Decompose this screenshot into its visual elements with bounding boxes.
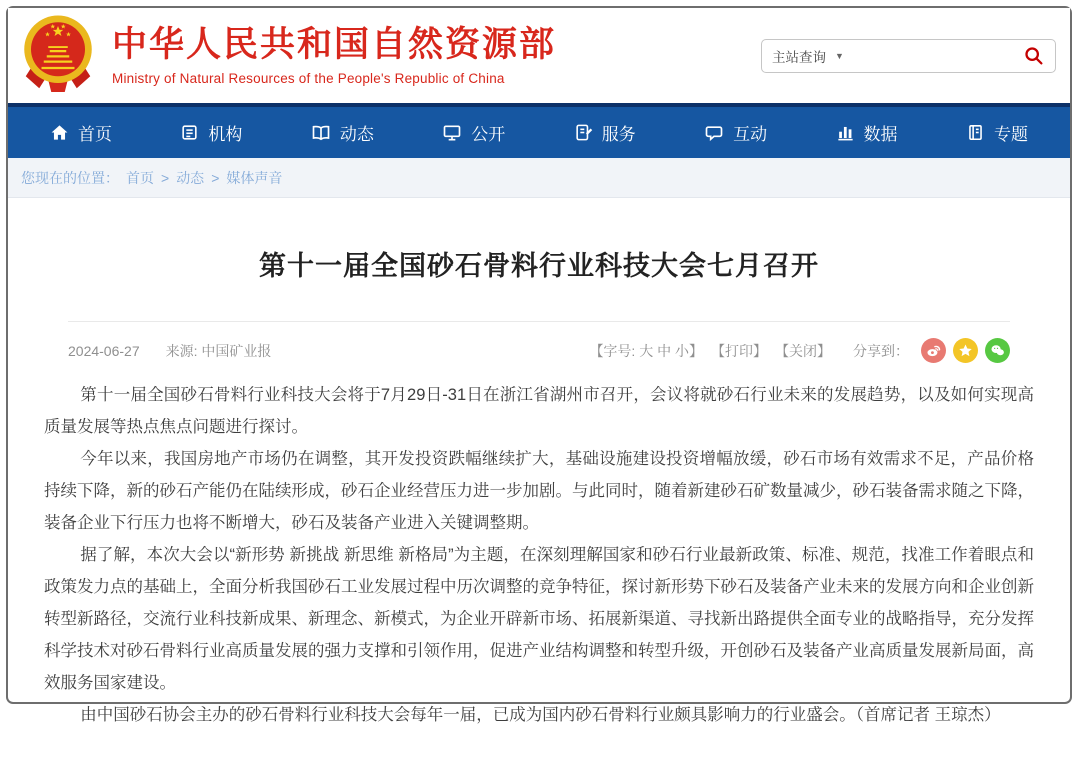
nav-label: 公开: [471, 125, 506, 144]
article-meta-row: [38, 322, 1040, 363]
nav-item-topics[interactable]: [966, 120, 1028, 145]
weibo-icon: [925, 342, 942, 359]
breadcrumb-separator: >: [161, 169, 170, 186]
document-pen-icon: [574, 123, 593, 142]
article: [8, 244, 1070, 757]
bar-chart-icon: [836, 123, 855, 142]
main-nav: [8, 103, 1070, 158]
article-paragraph: 据了解，本次大会以“新形势 新挑战 新思维 新格局”为主题，在深刻理解国家和砂石行业最新政策、标准、规范，找准工作着眼点和政策发力点的基础上，全面分析我国砂石工业发展过程中历次调整的竞争特征，探讨新形势下砂石及装备产业未来的发展方向和企业创新转型新路径，交流行业科技新成果、新理念、新模式，为企业开辟新市场、拓展新渠道、寻找新出路提供全面专业的战略指导，充分发挥科学技术对砂石骨料行业高质量发展的强力支撑和引领作用，促进产业结构调整和转型升级，开创砂石及装备产业高质量发展新局面，高效服务国家建设。: [44, 546, 1034, 692]
article-paragraph: 第十一届全国砂石骨料行业科技大会将于7月29日-31日在浙江省湖州市召开，会议将就砂石行业未来的发展趋势，以及如何实现高质量发展等热点焦点问题进行探讨。: [44, 386, 1034, 436]
nav-item-org[interactable]: [180, 120, 242, 145]
nav-item-home[interactable]: [50, 120, 112, 145]
national-emblem-icon: [20, 14, 96, 98]
breadcrumb-item-media[interactable]: 媒体声音: [226, 169, 283, 186]
nav-item-data[interactable]: [836, 120, 898, 145]
site-subtitle: Ministry of Natural Resources of the People's Republic of China: [112, 70, 505, 86]
article-source: 来源: 中国矿业报: [165, 342, 272, 359]
close-button[interactable]: 【关闭】: [775, 342, 831, 359]
breadcrumb: [8, 158, 1070, 198]
breadcrumb-item-news[interactable]: 动态: [176, 169, 205, 186]
org-list-icon: [180, 123, 199, 142]
share-label: 分享到：: [853, 342, 909, 359]
star-icon: [957, 342, 974, 359]
article-meta-right: [589, 338, 1010, 363]
nav-item-disclosure[interactable]: [442, 120, 505, 145]
nav-label: 数据: [863, 125, 898, 144]
share-wechat-button[interactable]: [985, 338, 1010, 363]
page-frame: [6, 6, 1072, 724]
article-body: [38, 363, 1040, 757]
article-paragraph: 由中国砂石协会主办的砂石骨料行业科技大会每年一届，已成为国内砂石骨料行业颇具影响力的行业盛会。（首席记者 王琼杰）: [80, 706, 1001, 724]
search-button[interactable]: [1023, 45, 1045, 67]
font-size-control[interactable]: 【字号: 大 中 小】: [589, 342, 703, 359]
nav-item-interact[interactable]: [704, 120, 767, 145]
share-weibo-button[interactable]: [921, 338, 946, 363]
nav-label: 机构: [208, 125, 243, 144]
monitor-icon: [442, 123, 462, 143]
page-title: 第十一届全国砂石骨料行业科技大会七月召开: [259, 251, 819, 281]
site-title-block: [112, 25, 556, 85]
share-qzone-button[interactable]: [953, 338, 978, 363]
nav-item-news[interactable]: [311, 120, 374, 145]
nav-label: 互动: [733, 125, 768, 144]
open-book-icon: [311, 123, 331, 143]
home-icon: [50, 123, 69, 142]
breadcrumb-prefix: 您现在的位置：: [21, 169, 119, 186]
article-paragraph: 今年以来，我国房地产市场仍在调整，其开发投资跌幅继续扩大，基础设施建设投资增幅放缓，砂石市场有效需求不足，产品价格持续下降，新的砂石产能仍在陆续形成，砂石企业经营压力进一步加剧。与此同时，随着新建砂石矿数量减少，砂石装备需求随之下降，装备企业下行压力也将不断增大，砂石及装备产业进入关键调整期。: [44, 450, 1034, 532]
print-button[interactable]: 【打印】: [711, 342, 767, 359]
article-meta-left: [68, 341, 271, 361]
breadcrumb-separator: >: [211, 169, 220, 186]
nav-label: 服务: [601, 125, 636, 144]
chevron-down-icon[interactable]: ▼: [835, 50, 844, 61]
nav-label: 专题: [993, 125, 1028, 144]
site-title: 中华人民共和国自然资源部: [112, 25, 557, 65]
chat-bubble-icon: [704, 123, 724, 143]
wechat-icon: [989, 342, 1006, 359]
nav-item-services[interactable]: [574, 120, 636, 145]
search-scope-select[interactable]: 主站查询: [772, 49, 826, 65]
nav-label: 动态: [339, 125, 374, 144]
book-icon: [966, 123, 985, 142]
share-icons: [921, 338, 1010, 363]
site-header: [8, 8, 1070, 103]
breadcrumb-item-home[interactable]: 首页: [126, 169, 154, 186]
nav-label: 首页: [78, 125, 112, 144]
search-box[interactable]: [761, 39, 1056, 73]
search-icon: [1023, 45, 1044, 66]
article-date: 2024-06-27: [68, 342, 140, 359]
